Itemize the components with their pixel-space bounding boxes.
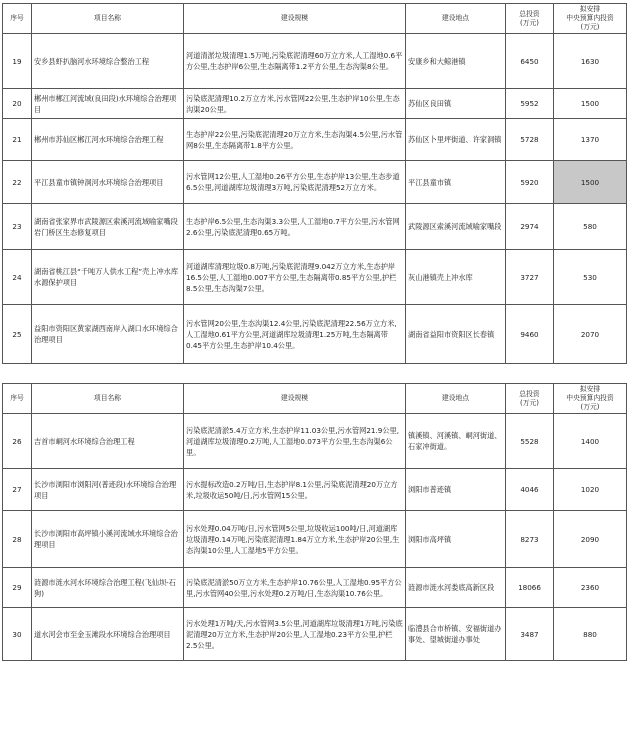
project-name: 湖南省张家界市武陵源区索溪河流域喻家嘴段岩门桥区生态修复项目 [32, 204, 184, 250]
table-row [3, 204, 627, 250]
table-row [3, 414, 627, 469]
row-number: 22 [3, 161, 32, 204]
construction-location: 浏阳市普迹镇 [406, 469, 506, 511]
central-investment: 1400 [554, 414, 627, 469]
header-scale: 建设规模 [184, 384, 406, 414]
project-name: 郴州市苏仙区郴江河水环境综合治理工程 [32, 119, 184, 161]
construction-scale: 污水处理1万吨/天,污水管网3.5公里,河道湖库垃圾清理1万吨,污染底泥清理20万立方米,生态护岸20公里,人工湿地0.23平方公里,护栏2.5公里。 [184, 608, 406, 661]
construction-location: 安康乡和大鲸港镇 [406, 34, 506, 89]
construction-location: 苏仙区良田镇 [406, 89, 506, 119]
central-investment: 2090 [554, 511, 627, 568]
central-investment: 880 [554, 608, 627, 661]
table-row [3, 469, 627, 511]
total-investment: 2974 [506, 204, 554, 250]
total-investment: 6450 [506, 34, 554, 89]
construction-location: 武陵源区索溪河流域喻家嘴段 [406, 204, 506, 250]
construction-scale: 河道湖库清理垃圾0.8万吨,污染底泥清理9.042万立方米,生态护岸16.5公里,人工湿地0.007平方公里,生态隔离带0.85平方公里,护栏8.5公里,生态沟渠7公里。 [184, 250, 406, 305]
table-row [3, 250, 627, 305]
header-no: 序号 [3, 384, 32, 414]
construction-location: 临澧县合市桥镇、安福街道办事处、望城街道办事处 [406, 608, 506, 661]
header-central-investment: 拟安排 中央预算内投资 (万元) [554, 384, 627, 414]
central-investment: 1370 [554, 119, 627, 161]
construction-location: 灰山港镇壳上冲水库 [406, 250, 506, 305]
central-investment: 1500 [554, 161, 627, 204]
central-investment: 1630 [554, 34, 627, 89]
header-investment: 总投资 (万元) [506, 4, 554, 34]
project-name: 郴州市郴江河流域(良田段)水环境综合治理项目 [32, 89, 184, 119]
construction-location: 湖南省益阳市资阳区长春镇 [406, 305, 506, 364]
construction-scale: 污水管网12公里,人工湿地0.26平方公里,生态护岸13公里,生态步道6.5公里,河道湖库垃圾清理3万吨,污染底泥清理52万立方米。 [184, 161, 406, 204]
project-name: 长沙市浏阳市浏阳河(普迹段)水环境综合治理项目 [32, 469, 184, 511]
row-number: 21 [3, 119, 32, 161]
construction-scale: 污水管网20公里,生态沟渠12.4公里,污染底泥清理22.56万立方米,人工湿地0.61平方公里,河道湖库垃圾清理1.25万吨,生态隔离带0.45平方公里,生态护岸10.4公里。 [184, 305, 406, 364]
row-number: 19 [3, 34, 32, 89]
header-location: 建设地点 [406, 384, 506, 414]
central-investment: 2070 [554, 305, 627, 364]
header-no: 序号 [3, 4, 32, 34]
table-row [3, 608, 627, 661]
total-investment: 18066 [506, 568, 554, 608]
construction-location: 平江县童市镇 [406, 161, 506, 204]
header-central-investment: 拟安排 中央预算内投资 (万元) [554, 4, 627, 34]
row-number: 20 [3, 89, 32, 119]
header-investment: 总投资 (万元) [506, 384, 554, 414]
project-table-upper [2, 3, 627, 364]
construction-location: 涟源市涟水河娄底高新区段 [406, 568, 506, 608]
total-investment: 5952 [506, 89, 554, 119]
table-row [3, 34, 627, 89]
table-row [3, 511, 627, 568]
total-investment: 5528 [506, 414, 554, 469]
total-investment: 9460 [506, 305, 554, 364]
table-body-upper [3, 34, 627, 364]
construction-scale: 污水处理0.04万吨/日,污水管网5公里,垃圾收运100吨/日,河道湖库垃圾清理0.14万吨,污染底泥清理1.84万立方米,生态护岸20公里,生态沟渠10公里,人工湿地5平方公里。 [184, 511, 406, 568]
project-name: 平江县童市镇钟洞河水环境综合治理项目 [32, 161, 184, 204]
table-row [3, 89, 627, 119]
row-number: 29 [3, 568, 32, 608]
construction-scale: 污染底泥清淤5.4万立方米,生态护岸11.03公里,污水管网21.9公里,河道湖库垃圾清理0.2万吨,人工湿地0.073平方公里,生态沟渠6公里。 [184, 414, 406, 469]
total-investment: 4046 [506, 469, 554, 511]
header-scale: 建设规模 [184, 4, 406, 34]
central-investment: 530 [554, 250, 627, 305]
central-investment: 1020 [554, 469, 627, 511]
construction-scale: 污水提标改造0.2万吨/日,生态护岸8.1公里,污染底泥清理20万立方米,垃圾收运50吨/日,污水管网15公里。 [184, 469, 406, 511]
header-name: 项目名称 [32, 4, 184, 34]
table-row [3, 161, 627, 204]
row-number: 28 [3, 511, 32, 568]
table-body-lower [3, 414, 627, 661]
row-number: 26 [3, 414, 32, 469]
table-row [3, 568, 627, 608]
project-table-lower [2, 383, 627, 661]
table-row [3, 305, 627, 364]
row-number: 30 [3, 608, 32, 661]
total-investment: 3727 [506, 250, 554, 305]
central-investment: 1500 [554, 89, 627, 119]
total-investment: 3487 [506, 608, 554, 661]
project-name: 湖南省桃江县“千吨万人供水工程”壳上冲水库水源保护项目 [32, 250, 184, 305]
project-name: 长沙市浏阳市高坪镇小溪河流域水环境综合治理项目 [32, 511, 184, 568]
construction-location: 浏阳市高坪镇 [406, 511, 506, 568]
construction-location: 苏仙区卜里坪街道、许家洞镇 [406, 119, 506, 161]
row-number: 27 [3, 469, 32, 511]
table-row [3, 119, 627, 161]
total-investment: 8273 [506, 511, 554, 568]
project-name: 益阳市资阳区黄家湖西南岸入湖口水环境综合治理项目 [32, 305, 184, 364]
project-name: 安乡县虾扒脑河水环境综合整治工程 [32, 34, 184, 89]
header-name: 项目名称 [32, 384, 184, 414]
project-name: 吉首市峒河水环境综合治理工程 [32, 414, 184, 469]
construction-location: 镇溪镇、河溪镇、峒河街道、石家冲街道。 [406, 414, 506, 469]
header-location: 建设地点 [406, 4, 506, 34]
construction-scale: 生态护岸22公里,污染底泥清理20万立方米,生态沟渠4.5公里,污水管网8公里,生态隔离带1.8平方公里。 [184, 119, 406, 161]
project-name: 涟源市涟水河水环境综合治理工程(飞仙坝-石狗) [32, 568, 184, 608]
total-investment: 5728 [506, 119, 554, 161]
total-investment: 5920 [506, 161, 554, 204]
construction-scale: 污染底泥清理10.2万立方米,污水管网22公里,生态护岸10公里,生态沟渠20公里。 [184, 89, 406, 119]
row-number: 25 [3, 305, 32, 364]
construction-scale: 生态护岸6.5公里,生态沟渠3.3公里,人工湿地0.7平方公里,污水管网2.6公里,污染底泥清理0.65万吨。 [184, 204, 406, 250]
row-number: 24 [3, 250, 32, 305]
project-name: 道水河会市至金玉滩段水环境综合治理项目 [32, 608, 184, 661]
construction-scale: 河道清淤垃圾清理1.5万吨,污染底泥清理60万立方米,人工湿地0.6平方公里,生态护岸6公里,生态隔离带1.2平方公里,生态沟渠8公里。 [184, 34, 406, 89]
central-investment: 2360 [554, 568, 627, 608]
central-investment: 580 [554, 204, 627, 250]
construction-scale: 污染底泥清淤50万立方米,生态护岸10.76公里,人工湿地0.95平方公里,污水管网40公里,污水处理0.2万吨/日,生态沟渠10.76公里。 [184, 568, 406, 608]
row-number: 23 [3, 204, 32, 250]
